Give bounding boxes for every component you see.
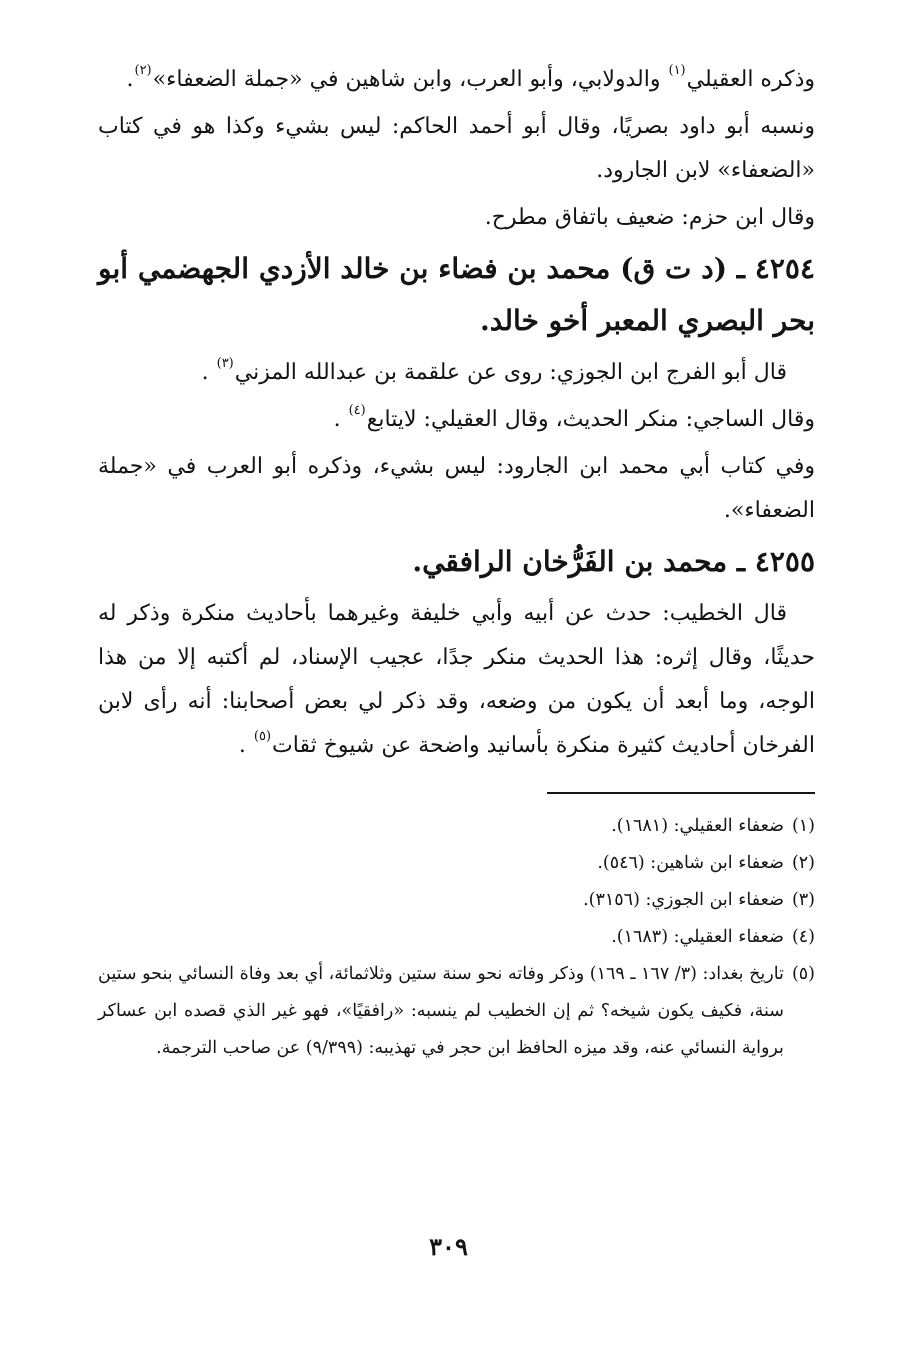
entry-heading-4254: ٤٢٥٤ ـ (د ت ق) محمد بن فضاء بن خالد الأزدي الجهضمي أبو بحر البصري المعبر أخو خالد.: [98, 252, 815, 337]
paragraph-text: والدولابي، وأبو العرب، وابن شاهين في «جملة الضعفاء»: [152, 67, 668, 92]
footnote-ref-5[interactable]: (٥): [253, 729, 272, 745]
paragraph-ibn-al-jarud: [98, 445, 815, 533]
footnote-5: [98, 956, 815, 1067]
footnote-ref-3[interactable]: (٣): [216, 356, 234, 372]
paragraph-ibn-hazm: [98, 196, 815, 240]
paragraph-end: .: [201, 360, 216, 385]
footnote-text: ضعفاء العقيلي: (١٦٨١).: [611, 816, 784, 836]
footnote-4: [98, 919, 815, 956]
entry-heading-4255: ٤٢٥٥ ـ محمد بن الفَرُّخان الرافقي.: [412, 545, 815, 578]
paragraph-saji: [98, 398, 815, 442]
paragraph-end: .: [333, 407, 348, 432]
footnote-2: [98, 845, 815, 882]
footnote-number: (٣): [791, 890, 815, 910]
paragraph-text: قال أبو الفرج ابن الجوزي: روى عن علقمة بن عبدالله المزني: [234, 360, 787, 385]
paragraph-text: ونسبه أبو داود بصريًا، وقال أبو أحمد الحاكم: ليس بشيء وكذا هو في كتاب «الضعفاء» لابن الجارود.: [98, 114, 815, 183]
footnote-text: ضعفاء ابن الجوزي: (٣١٥٦).: [583, 890, 784, 910]
footnote-ref-4[interactable]: (٤): [348, 403, 366, 419]
paragraph-aqili-mention: [98, 58, 815, 102]
paragraph-text: وقال الساجي: منكر الحديث، وقال العقيلي: لايتابع: [366, 407, 815, 432]
footnote-1: [98, 808, 815, 845]
footnote-number: (٤): [791, 927, 815, 947]
footnote-text: ضعفاء ابن شاهين: (٥٤٦).: [597, 853, 784, 873]
paragraph-text: قال الخطيب: حدث عن أبيه وأبي خليفة وغيرهما بأحاديث منكرة وذكر له حديثًا، وقال إثره: هذا الحديث منكر جدًا، عجيب الإسناد، لم أكتبه إلا من هذا الوجه، وما أبعد أن يكون من وضعه، وقد ذكر لي بعض أصحابنا: أنه رأى لابن الفرخان أحاديث كثيرة منكرة بأسانيد واضحة عن شيوخ ثقات: [98, 601, 815, 758]
footnote-separator: [547, 792, 815, 794]
paragraph-end: .: [126, 67, 134, 92]
footnote-number: (٥): [791, 964, 815, 984]
footnote-text: ضعفاء العقيلي: (١٦٨٣).: [611, 927, 784, 947]
footnotes: [98, 808, 815, 1067]
footnote-number: (١): [791, 816, 815, 836]
paragraph-text: وذكره العقيلي: [686, 67, 815, 92]
footnote-3: [98, 882, 815, 919]
paragraph-abu-dawud: [98, 105, 815, 193]
footnote-ref-2[interactable]: (٢): [134, 63, 152, 79]
footnote-number: (٢): [791, 853, 815, 873]
paragraph-end: .: [238, 733, 253, 758]
footnote-text: تاريخ بغداد: (٣/ ١٦٧ ـ ١٦٩) وذكر وفاته نحو سنة ستين وثلاثمائة، أي بعد وفاة النسائي بنحو ستين سنة، فكيف يكون شيخه؟ ثم إن الخطيب لم ينسبه: «رافقيًا»، فهو غير الذي قصده ابن عساكر برواية النسائي عنه، وقد ميزه الحافظ ابن حجر في تهذيبه: (٩/٣٩٩) عن صاحب الترجمة.: [98, 964, 784, 1058]
paragraph-text: وقال ابن حزم: ضعيف باتفاق مطرح.: [484, 205, 815, 230]
paragraph-al-khatib: [98, 592, 815, 768]
paragraph-ibn-al-jawzi: [98, 351, 815, 395]
paragraph-text: وفي كتاب أبي محمد ابن الجارود: ليس بشيء، وذكره أبو العرب في «جملة الضعفاء».: [98, 454, 815, 523]
page-number: ٣٠٩: [429, 1232, 468, 1261]
footnote-ref-1[interactable]: (١): [668, 63, 686, 79]
